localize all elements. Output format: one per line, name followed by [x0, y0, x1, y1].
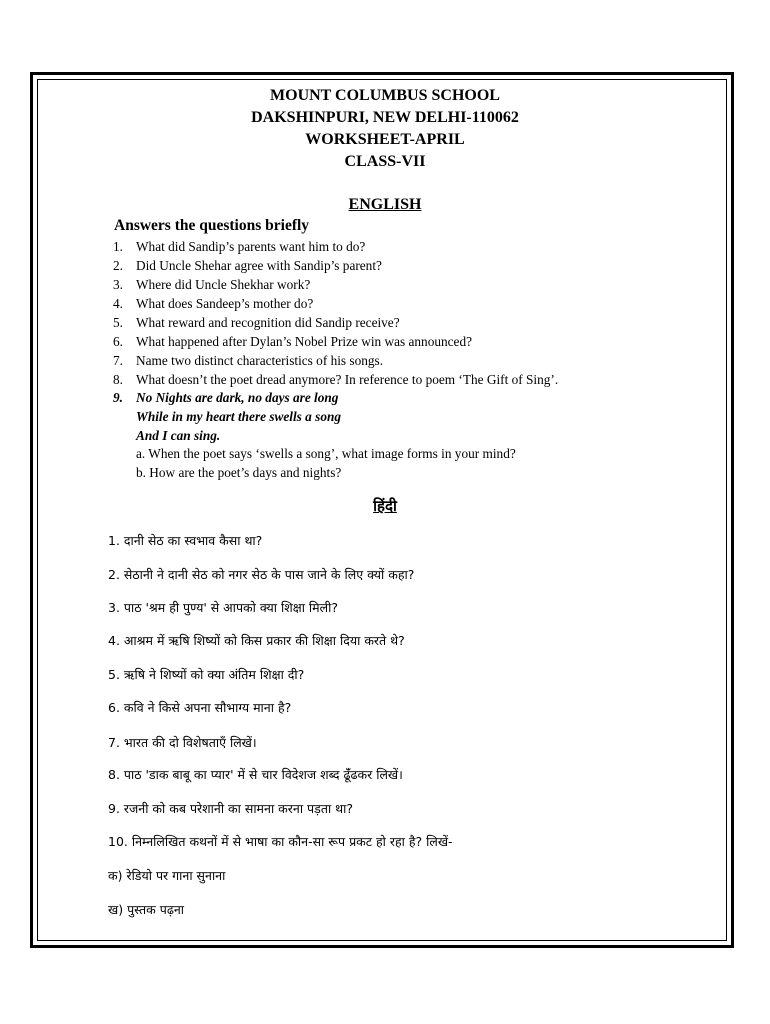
hindi-heading: हिंदी — [373, 497, 397, 515]
poem-line: While in my heart there swells a song — [136, 409, 342, 424]
hindi-question: ख) पुस्तक पढ़ना — [108, 902, 185, 917]
english-question: 7. Name two distinct characteristics of his songs. — [113, 353, 384, 368]
hindi-question: 4. आश्रम में ऋषि शिष्यों को किस प्रकार की शिक्षा दिया करते थे? — [108, 633, 405, 648]
class-label: CLASS-VII — [344, 153, 426, 170]
english-heading: ENGLISH — [348, 196, 422, 213]
english-question: 1. What did Sandip’s parents want him to do? — [113, 239, 366, 254]
hindi-question: क) रेडियो पर गाना सुनाना — [108, 868, 226, 883]
hindi-question: 1. दानी सेठ का स्वभाव कैसा था? — [108, 533, 263, 548]
hindi-question: 7. भारत की दो विशेषताएँ लिखें। — [108, 735, 257, 750]
worksheet-title: WORKSHEET-APRIL — [305, 131, 465, 148]
poem-line: No Nights are dark, no days are long — [136, 390, 339, 405]
hindi-question: 6. कवि ने किसे अपना सौभाग्य माना है? — [108, 700, 292, 715]
english-question: 3. Where did Uncle Shekhar work? — [113, 277, 311, 292]
english-question: 5. What reward and recognition did Sandip receive? — [113, 315, 400, 330]
english-question: 6. What happened after Dylan’s Nobel Prize win was announced? — [113, 334, 472, 349]
english-instruction: Answers the questions briefly — [114, 217, 310, 234]
english-question: 4. What does Sandeep’s mother do? — [113, 296, 314, 311]
school-name: MOUNT COLUMBUS SCHOOL — [270, 87, 500, 104]
hindi-question: 8. पाठ 'डाक बाबू का प्यार' में से चार विदेशज शब्द ढूंँढकर लिखें। — [108, 767, 403, 782]
poem-line: And I can sing. — [136, 428, 221, 443]
question-9b: b. How are the poet’s days and nights? — [136, 465, 342, 480]
hindi-question: 5. ऋषि ने शिष्यों को क्या अंतिम शिक्षा दी? — [108, 667, 305, 682]
hindi-question: 2. सेठानी ने दानी सेठ को नगर सेठ के पास जाने के लिए क्यों कहा? — [108, 567, 415, 582]
question-9a: a. When the poet says ‘swells a song’, what image forms in your mind? — [136, 446, 516, 461]
english-question: 8. What doesn’t the poet dread anymore? In reference to poem ‘The Gift of Sing’. — [113, 372, 559, 387]
question-9-number: 9. — [113, 390, 123, 405]
school-address: DAKSHINPURI, NEW DELHI-110062 — [251, 109, 519, 126]
english-question: 2. Did Uncle Shehar agree with Sandip’s parent? — [113, 258, 382, 273]
hindi-question: 10. निम्नलिखित कथनों में से भाषा का कौन-सा रूप प्रकट हो रहा है? लिखें- — [108, 834, 453, 849]
hindi-question: 3. पाठ 'श्रम ही पुण्य' से आपको क्या शिक्षा मिली? — [108, 600, 338, 615]
hindi-question: 9. रजनी को कब परेशानी का सामना करना पड़ता था? — [108, 801, 354, 816]
